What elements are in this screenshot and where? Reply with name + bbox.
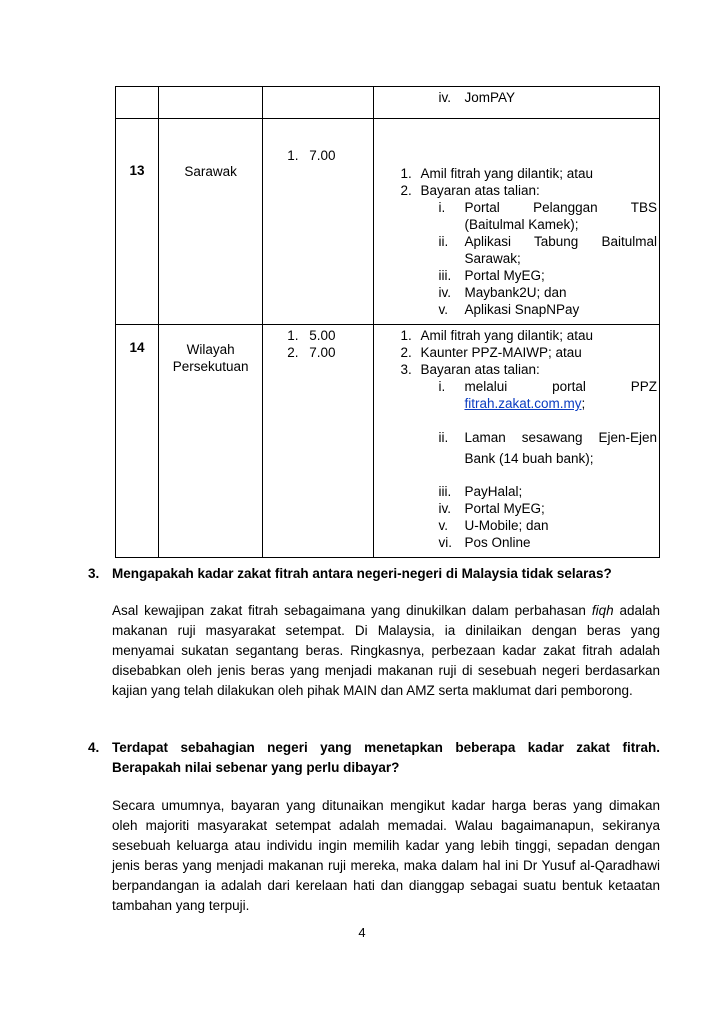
sub-text: Laman sesawang Ejen-Ejen Bank (14 buah bank);: [464, 430, 657, 466]
sub-text-line: [464, 378, 657, 395]
rate-value: 5.00: [309, 328, 336, 343]
sub-marker: iv.: [438, 501, 451, 516]
method-marker: 1.: [400, 166, 412, 181]
question-3-section: [88, 564, 660, 701]
sub-marker: i.: [438, 379, 446, 394]
table-row: [116, 87, 660, 119]
table-cell: [116, 87, 159, 119]
question-heading: [88, 738, 660, 778]
answer-text: adalah makanan ruji masyarakat setempat. Di Malaysia, ia dinilaikan dengan beras yang menyamai sukatan segantang beras. Ringkasnya, perbezaan kadar zakat fitrah adalah disebabkan oleh jenis beras yang menjadi makanan ruji di sesebuah negeri berdasarkan kajian yang telah dilakukan oleh pihak MAIN dan AMZ serta maklumat dari pemborong.: [112, 603, 660, 698]
question-text: Mengapakah kadar zakat fitrah antara negeri-negeri di Malaysia tidak selaras?: [112, 566, 612, 581]
sub-item: [438, 427, 657, 469]
sub-marker: v.: [438, 302, 448, 317]
sub-text: Portal MyEG;: [464, 268, 545, 283]
state-cell: [159, 325, 263, 558]
sub-marker: vi.: [438, 535, 452, 550]
word: portal: [552, 379, 586, 394]
rate-item: [287, 344, 373, 361]
sub-marker: iv.: [438, 285, 451, 300]
method-marker: 3.: [400, 362, 412, 377]
answer-paragraph: Secara umumnya, bayaran yang ditunaikan mengikut kadar harga beras yang dimakan oleh majoriti masyarakat setempat adalah memadai. Walau bagaimanapun, sekiranya sesebuah keluarga atau individu ingin memilih kadar yang lebih tinggi, sepadan dengan jenis beras yang menjadi makanan ruji mereka, maka dalam hal ini Dr Yusuf al-Qaradhawi berpandangan ia adalah dari kerelaan hati dan dianggap sebagai suatu bentuk ketaatan tambahan yang terpuji.: [112, 798, 660, 913]
answer-text: Asal kewajipan zakat fitrah sebagaimana yang dinukilkan dalam perbahasan: [112, 603, 592, 618]
question-number: 3.: [88, 566, 100, 581]
method-marker: 1.: [400, 328, 412, 343]
question-text: Terdapat sebahagian negeri yang menetapkan beberapa kadar zakat fitrah. Berapakah nilai sebenar yang perlu dibayar?: [112, 740, 660, 775]
sub-text-line: [464, 395, 657, 412]
sub-text: Portal MyEG;: [464, 501, 545, 516]
sub-marker: ii.: [438, 430, 449, 445]
methods-cell: [374, 325, 660, 558]
sub-item: [438, 500, 657, 517]
table-cell: [374, 87, 660, 119]
rate-value: 7.00: [309, 148, 336, 163]
sub-item: [438, 517, 657, 534]
rate-marker: 2.: [287, 345, 299, 360]
table-row: [116, 325, 660, 558]
sub-item: [438, 301, 657, 318]
method-marker: 2.: [400, 183, 412, 198]
method-text: Amil fitrah yang dilantik; atau: [420, 166, 594, 181]
list-item: [438, 89, 659, 106]
state-name: Persekutuan: [172, 359, 249, 374]
method-item: [400, 165, 657, 182]
rate-item: [287, 147, 373, 164]
sub-marker: v.: [438, 518, 448, 533]
sub-marker: iii.: [438, 484, 452, 499]
method-item: [400, 344, 657, 361]
sub-list: [438, 199, 657, 318]
answer-italic-term: fiqh: [591, 603, 614, 618]
row-number: 13: [116, 119, 159, 325]
method-item: [400, 361, 657, 378]
question-number: 4.: [88, 740, 100, 755]
methods-cell: [374, 119, 660, 325]
sub-text: Pos Online: [464, 535, 531, 550]
rate-value: 7.00: [309, 345, 336, 360]
method-text: Amil fitrah yang dilantik; atau: [420, 328, 594, 343]
sub-text: [464, 378, 657, 412]
sub-item: [438, 284, 657, 301]
page-number: 4: [358, 925, 366, 940]
rate-marker: 1.: [287, 328, 299, 343]
question-4-section: [88, 738, 660, 916]
sub-item: [438, 199, 657, 233]
zakat-fitrah-table: [115, 86, 660, 558]
row-number: 14: [116, 325, 159, 558]
sub-text: PayHalal;: [464, 484, 523, 499]
sub-text: Aplikasi SnapNPay: [464, 302, 580, 317]
word: melalui: [464, 379, 508, 394]
punctuation: ;: [581, 396, 586, 411]
fitrah-zakat-link[interactable]: fitrah.zakat.com.my: [464, 396, 582, 411]
question-heading: [88, 564, 660, 584]
state-name: Sarawak: [184, 164, 237, 179]
sub-item: [438, 378, 657, 412]
sub-marker: iii.: [438, 268, 452, 283]
rate-marker: 1.: [287, 148, 299, 163]
word: PPZ: [630, 379, 657, 394]
sub-list: [438, 378, 657, 551]
sub-text: Maybank2U; dan: [464, 285, 567, 300]
sub-item: [438, 233, 657, 267]
sub-text: U-Mobile; dan: [464, 518, 549, 533]
method-text: Kaunter PPZ-MAIWP; atau: [420, 345, 582, 360]
sub-item: [438, 534, 657, 551]
method-text: Bayaran atas talian:: [420, 183, 540, 198]
table-row: [116, 119, 660, 325]
answer-paragraph: [112, 601, 660, 701]
state-name: Wilayah: [186, 342, 235, 357]
list-marker: iv.: [438, 90, 451, 105]
method-item: [400, 327, 657, 344]
sub-text: Portal Pelanggan TBS (Baitulmal Kamek);: [464, 200, 657, 232]
rate-item: [287, 327, 373, 344]
sub-marker: i.: [438, 200, 446, 215]
sub-text: Aplikasi Tabung Baitulmal Sarawak;: [464, 234, 657, 266]
method-item: [400, 182, 657, 199]
sub-item: [438, 483, 657, 500]
table-cell: [263, 87, 374, 119]
sub-item: [438, 267, 657, 284]
rates-cell: [263, 119, 374, 325]
method-text: Bayaran atas talian:: [420, 362, 540, 377]
state-cell: [159, 119, 263, 325]
table-cell: [159, 87, 263, 119]
sub-marker: ii.: [438, 234, 449, 249]
list-text: JomPAY: [464, 90, 515, 105]
rates-cell: [263, 325, 374, 558]
method-marker: 2.: [400, 345, 412, 360]
